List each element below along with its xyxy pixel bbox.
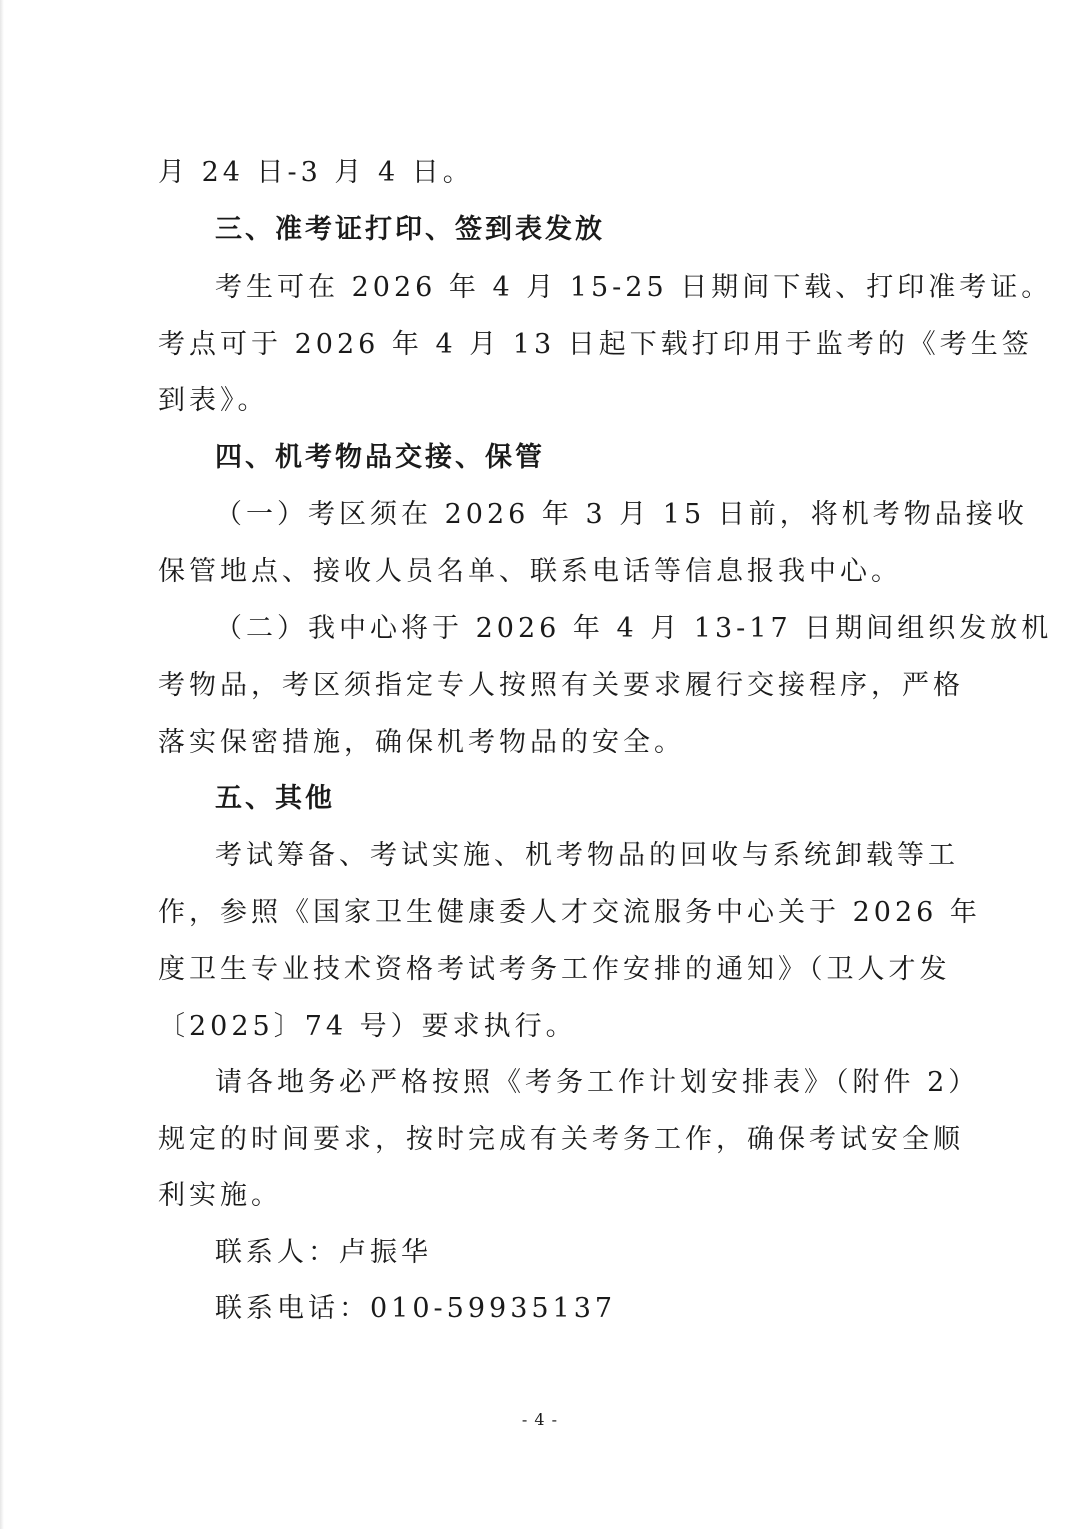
contact-phone: 联系电话：010-59935137 xyxy=(215,1293,617,1324)
paragraph-line: 考点可于 2026 年 4 月 13 日起下载打印用于监考的《考生签 xyxy=(158,329,1033,360)
scan-edge-shadow xyxy=(0,0,4,1529)
page-number: - 4 - xyxy=(521,1410,559,1429)
paragraph-line: （二）我中心将于 2026 年 4 月 13-17 日期间组织发放机 xyxy=(215,613,1053,644)
paragraph-line: 考试筹备、考试实施、机考物品的回收与系统卸载等工 xyxy=(215,840,959,871)
paragraph-line: 请各地务必严格按照《考务工作计划安排表》（附件 2） xyxy=(215,1067,980,1098)
paragraph-line: 〔2025〕74 号）要求执行。 xyxy=(158,1011,577,1042)
contact-person: 联系人：卢振华 xyxy=(215,1237,432,1268)
paragraph-line: 到表》。 xyxy=(158,385,269,416)
section-heading-3: 三、准考证打印、签到表发放 xyxy=(215,214,605,245)
paragraph-line: 度卫生专业技术资格考试考务工作安排的通知》（卫人才发 xyxy=(158,954,951,985)
paragraph-line: 考生可在 2026 年 4 月 15-25 日期间下载、打印准考证。 xyxy=(215,272,1053,303)
section-heading-5: 五、其他 xyxy=(215,783,335,814)
paragraph-line: 利实施。 xyxy=(158,1180,282,1211)
section-heading-4: 四、机考物品交接、保管 xyxy=(215,442,545,473)
paragraph-line: 落实保密措施，确保机考物品的安全。 xyxy=(158,727,685,758)
paragraph-line: 规定的时间要求，按时完成有关考务工作，确保考试安全顺 xyxy=(158,1124,964,1155)
paragraph-line: 月 24 日-3 月 4 日。 xyxy=(158,157,474,188)
paragraph-line: 考物品，考区须指定专人按照有关要求履行交接程序，严格 xyxy=(158,670,964,701)
paragraph-line: 保管地点、接收人员名单、联系电话等信息报我中心。 xyxy=(158,556,902,587)
paragraph-line: （一）考区须在 2026 年 3 月 15 日前，将机考物品接收 xyxy=(215,499,1028,530)
paragraph-line: 作，参照《国家卫生健康委人才交流服务中心关于 2026 年 xyxy=(158,897,981,928)
